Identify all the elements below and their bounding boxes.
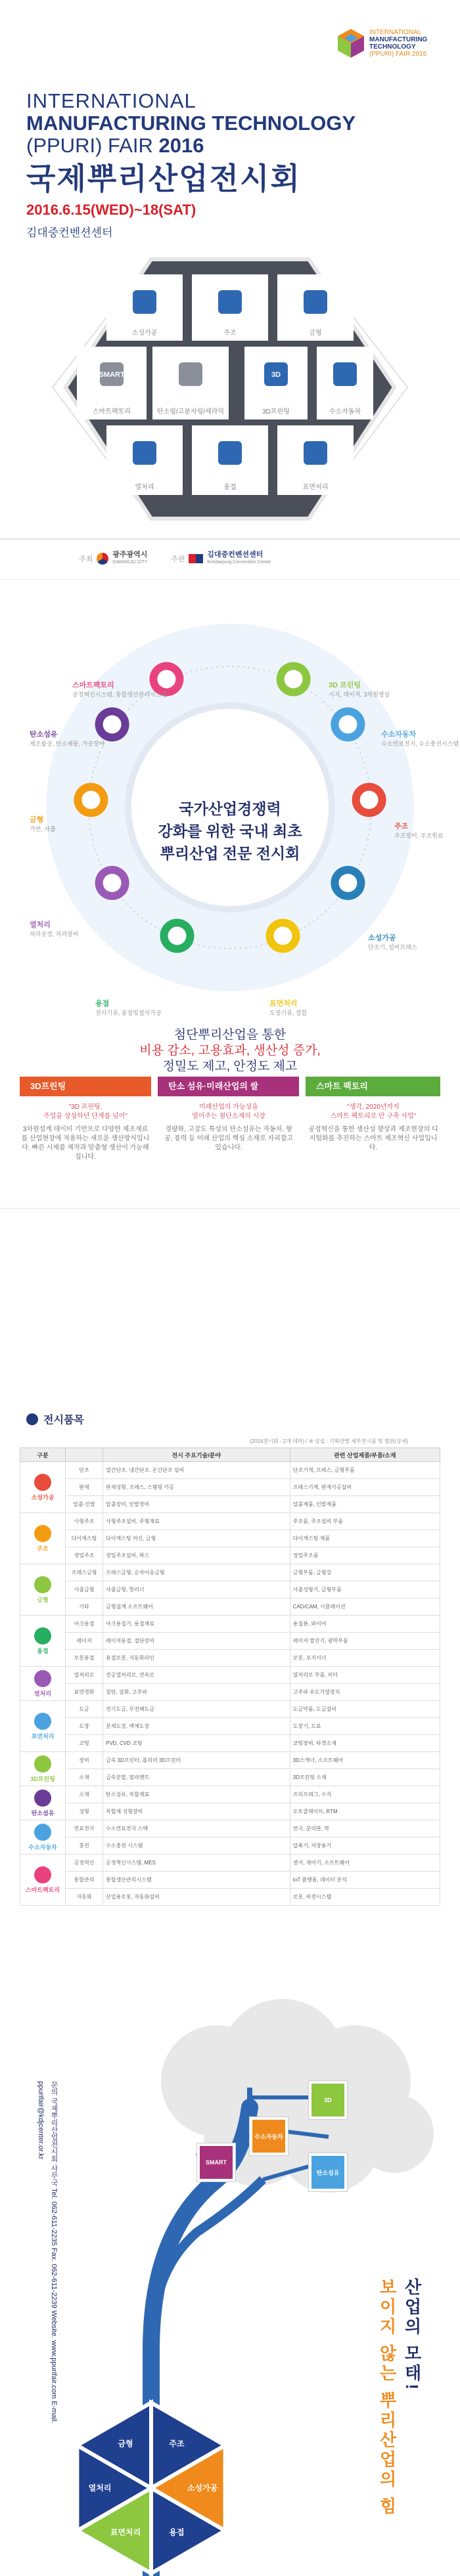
table-cell-main: 아크용접기, 용접재료	[103, 1616, 290, 1633]
group-icon	[34, 1824, 51, 1841]
circle-item-desc: 처리공정, 처리장비	[30, 931, 79, 937]
kdj-center-logo-icon	[189, 554, 203, 563]
table-group-cell	[20, 1564, 66, 1616]
theme-bar-smart: 스마트 팩토리	[306, 1077, 440, 1096]
table-cell-detail: 사출성형기, 금형부품	[290, 1581, 440, 1599]
group-label: 금형	[37, 1596, 49, 1603]
table-cell-detail: 코팅장비, 타겟소재	[290, 1735, 440, 1752]
gear-center	[81, 791, 100, 809]
table-cell-category: 충전	[66, 1837, 103, 1855]
bottom-hex-label: 표면처리	[110, 2527, 141, 2537]
gear-center	[338, 716, 357, 734]
bottom-category-box: SMART	[197, 2143, 235, 2181]
table-cell-main: 통합생산관리시스템	[103, 1872, 290, 1889]
table-group-cell	[20, 1820, 66, 1855]
table-row	[20, 1667, 440, 1684]
table-group-cell	[20, 1513, 66, 1564]
bottom-hex-label: 금형	[118, 2439, 133, 2449]
gear-center	[103, 716, 122, 734]
table-cell-category: 레이저	[66, 1633, 103, 1650]
table-cell-category: 코팅	[66, 1735, 103, 1752]
table-cell-detail: 금형부품, 금형강	[290, 1564, 440, 1581]
table-row	[20, 1769, 440, 1786]
table-cell-detail: 단조기계, 프레스, 금형부품	[290, 1462, 440, 1479]
table-group-cell	[20, 1462, 66, 1513]
tools-icon	[133, 290, 156, 314]
divider	[0, 1208, 460, 1209]
table-row	[20, 1889, 440, 1906]
table-cell-detail: 다이캐스팅 제품	[290, 1530, 440, 1547]
table-cell-category: 사형주조	[66, 1513, 103, 1530]
gwangju-logo-icon	[97, 553, 108, 565]
table-row	[20, 1684, 440, 1701]
col-detail: 관련 산업제품/부품/소재	[290, 1448, 440, 1462]
table-row	[20, 1547, 440, 1564]
table-cell-detail: 전극, 분리판, 막	[290, 1820, 440, 1837]
circle-item-desc: 기반, 사출	[30, 826, 56, 832]
group-icon	[34, 1670, 51, 1687]
title-korean: 국제뿌리산업전시회	[26, 161, 301, 196]
group-icon	[34, 1790, 51, 1807]
gear-center	[103, 874, 122, 892]
welding-icon	[218, 441, 242, 465]
theme-desc-carbon: 미래산업의 가능성을 열어주는 첨단소재의 시장 경량화, 고강도 특성의 탄소섬유는 자동차, 항공, 풍력 등 미래 산업의 핵심 소재로 자리잡고 있습니다.	[164, 1104, 294, 1151]
group-label: 주조	[37, 1545, 49, 1552]
table-row	[20, 1599, 440, 1616]
group-icon	[34, 1627, 51, 1644]
category-hexagon-graphic	[0, 0, 460, 538]
table-cell-category: 판재	[66, 1479, 103, 1496]
surface-icon	[304, 441, 327, 465]
theme-desc-3d: "3D 프린팅, 주얼을 상상하던 단계를 넘어" 3차원설계 데이터 기반으로 다양한 제조재료를 산업현장에 적용하는 새로운 생산방식입니다. 빠른 시제품 제작과 맞춤형 생산이 가능해집니다.	[21, 1104, 150, 1161]
table-cell-main: 열간단조, 냉간단조, 온간단조 설비	[103, 1462, 290, 1479]
table-row	[20, 1530, 440, 1547]
hex-cell-label: 열처리	[135, 484, 154, 491]
circle-item-title: 3D 프린팅	[329, 681, 361, 689]
table-cell-category: 정밀주조	[66, 1547, 103, 1564]
table-cell-category: 공정혁신	[66, 1855, 103, 1872]
table-row	[20, 1752, 440, 1769]
gear-center	[157, 670, 175, 689]
group-label: 소성가공	[31, 1493, 55, 1501]
group-icon	[34, 1576, 51, 1593]
table-cell-detail: 오토클레이브, RTM	[290, 1803, 440, 1820]
bottom-category-box: 수소자동차	[250, 2117, 288, 2155]
table-cell-main: 프레스금형, 순차이송금형	[103, 1564, 290, 1581]
table-cell-main: 수소충전 시스템	[103, 1837, 290, 1855]
table-cell-main: 정밀주조설비, 왁스	[103, 1547, 290, 1564]
circle-item-title: 소성가공	[368, 934, 396, 942]
bottom-slogan: 산업의 모태! 보이지 않는 뿌리산업의 힘	[377, 2278, 422, 2517]
table-cell-detail: CAD/CAM, 시뮬레이션	[290, 1599, 440, 1616]
hex-cell-label: 3D프린팅	[262, 408, 290, 416]
table-cell-detail: 압축기, 저장용기	[290, 1837, 440, 1855]
table-cell-detail: IoT 플랫폼, 데이터 분석	[290, 1872, 440, 1889]
table-row	[20, 1735, 440, 1752]
table-cell-main: 레이저용접, 절단장비	[103, 1633, 290, 1650]
exhibit-table	[20, 1448, 440, 1906]
hex-cell-icon-text: SMART	[99, 371, 125, 379]
carbon-icon	[179, 362, 202, 386]
theme-bar-carbon: 탄소 섬유·미래산업의 쌀	[158, 1077, 299, 1096]
hex-cell-label: 금형	[309, 330, 322, 337]
group-label: 열처리	[34, 1690, 52, 1697]
table-cell-main: 수소연료전지 스택	[103, 1820, 290, 1837]
mold-icon	[304, 290, 327, 314]
gear-center	[338, 874, 357, 892]
table-cell-main: 탄소섬유, 복합재료	[103, 1786, 290, 1803]
table-cell-main: 판재성형, 프레스, 스탬핑 가공	[103, 1479, 290, 1496]
group-label: 스마트팩토리	[25, 1886, 60, 1893]
table-group-cell	[20, 1786, 66, 1820]
bottom-category-box: 3D	[309, 2081, 347, 2119]
table-cell-detail: 로봇, 포지셔너	[290, 1650, 440, 1667]
group-label: 표면처리	[31, 1732, 55, 1740]
table-cell-category: 장비	[66, 1752, 103, 1769]
table-cell-detail: 용접봉, 와이어	[290, 1616, 440, 1633]
circle-item-desc: 수소연료전지, 수소충전시스템	[381, 741, 459, 747]
table-group-cell	[20, 1701, 66, 1752]
table-cell-main: 금속 3D프린터, 폴리머 3D프린터	[103, 1752, 290, 1769]
table-row	[20, 1803, 440, 1820]
col-category	[66, 1448, 103, 1462]
circle-item-title: 수소자동차	[381, 731, 417, 739]
circle-item-title: 용접	[95, 1000, 110, 1008]
table-row	[20, 1786, 440, 1803]
table-group-cell	[20, 1667, 66, 1701]
title-english-line2: MANUFACTURING TECHNOLOGY	[26, 112, 356, 135]
table-cell-main: 진공열처리로, 연속로	[103, 1667, 290, 1684]
hex-cell-label: 소성가공	[131, 330, 158, 337]
table-cell-detail: 도금약품, 도금설비	[290, 1701, 440, 1718]
table-cell-category: 기타	[66, 1599, 103, 1616]
table-cell-category: 소재	[66, 1769, 103, 1786]
circle-item-title: 열처리	[30, 921, 51, 929]
bottom-hex-label: 열처리	[88, 2483, 112, 2493]
hex-cell-label: 주조	[223, 330, 237, 337]
group-icon	[34, 1866, 51, 1883]
table-cell-detail: 도장기, 도료	[290, 1718, 440, 1735]
table-cell-main: 금형설계 소프트웨어	[103, 1599, 290, 1616]
table-cell-main: 금속분말, 필라멘트	[103, 1769, 290, 1786]
event-venue: 김대중컨벤션센터	[26, 226, 113, 239]
group-label: 수소자동차	[28, 1843, 57, 1851]
fair-logo-text: INTERNATIONAL MANUFACTURING TECHNOLOGY (PPURI) FAIR 2016	[369, 29, 428, 58]
table-cell-category: 연료전지	[66, 1820, 103, 1837]
table-cell-main: 용접로봇, 자동화라인	[103, 1650, 290, 1667]
table-cell-category: 압출·인발	[66, 1496, 103, 1513]
table-cell-category: 로봇용접	[66, 1650, 103, 1667]
bottom-hex-label: 주조	[169, 2439, 185, 2449]
bottom-hex-label: 소성가공	[187, 2483, 218, 2493]
circle-item-title: 금형	[30, 816, 44, 824]
table-cell-detail: 고주파 유도가열장치	[290, 1684, 440, 1701]
table-row	[20, 1650, 440, 1667]
table-row	[20, 1633, 440, 1650]
table-row	[20, 1701, 440, 1718]
exhibit-note: (2016전시회 - 2개 테마) / ※ 상설 : 기획관별 세부전시품 및 범위(상세)	[250, 1438, 409, 1444]
table-cell-category: 자동화	[66, 1889, 103, 1906]
theme-desc-smart: "생각, 2020년까지 스마트 팩토리로 만 구축 사업" 공정혁신을 통한 생산성 향상과 제조현장의 디지털화를 추진하는 스마트 제조혁신 사업입니다.	[308, 1104, 438, 1151]
table-cell-category: 프레스금형	[66, 1564, 103, 1581]
gear-center	[168, 927, 187, 945]
group-label: 3D프린팅	[30, 1775, 55, 1782]
col-main: 전시 주요기술/분야	[103, 1448, 290, 1462]
table-cell-detail: 3D프린팅 소재	[290, 1769, 440, 1786]
circle-item-title: 탄소섬유	[30, 731, 58, 739]
table-group-cell	[20, 1752, 66, 1786]
group-icon	[34, 1474, 51, 1491]
table-cell-detail: 센서, 제어기, 소프트웨어	[290, 1855, 440, 1872]
col-group: 구분	[20, 1448, 66, 1462]
table-cell-main: 사출금형, 핫러너	[103, 1581, 290, 1599]
group-label: 탄소섬유	[31, 1809, 55, 1816]
table-cell-detail: 정밀주조품	[290, 1547, 440, 1564]
table-cell-main: 침탄, 질화, 고주파	[103, 1684, 290, 1701]
table-row	[20, 1479, 440, 1496]
gear-center	[274, 927, 292, 945]
hex-cell-label: 용접	[223, 484, 237, 491]
heat-treatment-icon	[133, 441, 156, 465]
group-icon	[34, 1755, 51, 1772]
table-cell-detail: 레이저 발진기, 광학부품	[290, 1633, 440, 1650]
table-cell-detail: 압출제품, 인발제품	[290, 1496, 440, 1513]
gear-center	[285, 670, 303, 689]
table-group-cell	[20, 1855, 66, 1906]
table-cell-category: 소재	[66, 1786, 103, 1803]
benefit-subtitle: 첨단뿌리산업을 통한 비용 감소, 고용효과, 생산성 증가, 정밀도 제고, 안정도 제고	[139, 1028, 321, 1073]
table-cell-detail: 프리프레그, 수지	[290, 1786, 440, 1803]
circle-item-desc: 전자기류, 용접및절삭가공	[95, 1010, 162, 1016]
circle-item-desc: 단조기, 설비프레스	[368, 944, 417, 951]
table-cell-category: 도금	[66, 1701, 103, 1718]
group-icon	[34, 1713, 51, 1730]
circle-item-desc: 시지, 레이저, 3차원영상	[329, 691, 390, 698]
title-english-line1: INTERNATIONAL	[26, 89, 196, 112]
table-row	[20, 1837, 440, 1855]
table-row	[20, 1855, 440, 1872]
circle-item-desc: 주조장비, 주조원료	[394, 832, 444, 839]
gear-center	[360, 791, 379, 809]
table-cell-category: 사출금형	[66, 1581, 103, 1599]
table-cell-detail: 열처리로 부품, 히터	[290, 1667, 440, 1684]
hex-cell-icon-text: 3D	[271, 371, 281, 379]
circle-item-title: 주조	[394, 823, 409, 830]
exhibit-heading-icon	[26, 1413, 38, 1425]
table-cell-detail: 주조품, 주조설비 부품	[290, 1513, 440, 1530]
exhibit-heading: 전시품목	[26, 1411, 84, 1427]
table-cell-category: 아크용접	[66, 1616, 103, 1633]
theme-bar-3d: 3D프린팅	[20, 1077, 151, 1096]
table-row	[20, 1616, 440, 1633]
hex-cell-label: 스마트팩토리	[93, 408, 131, 416]
table-row	[20, 1496, 440, 1513]
table-cell-main: 복합재 성형장비	[103, 1803, 290, 1820]
host-organizer: 주최 광주광역시 GWANGJU CITY	[79, 551, 148, 565]
table-row	[20, 1513, 440, 1530]
table-row	[20, 1462, 440, 1479]
circle-item-title: 스마트팩토리	[72, 681, 114, 689]
title-english-line3: (PPURI) FAIR 2016	[26, 134, 204, 157]
table-cell-main: PVD, CVD 코팅	[103, 1735, 290, 1752]
hex-cell-label: 표면처리	[302, 484, 329, 491]
table-row	[20, 1872, 440, 1889]
table-cell-category: 단조	[66, 1462, 103, 1479]
table-cell-category: 표면경화	[66, 1684, 103, 1701]
bottom-category-box: 탄소섬유	[309, 2153, 347, 2191]
circle-item-title: 표면처리	[269, 1000, 298, 1008]
event-date: 2016.6.15(WED)~18(SAT)	[26, 202, 196, 218]
circle-item-desc: 도장기류, 결합	[269, 1010, 308, 1016]
table-row	[20, 1581, 440, 1599]
table-cell-main: 산업용로봇, 자동화설비	[103, 1889, 290, 1906]
hex-cell-label: 수소자동차	[329, 408, 361, 416]
table-cell-category: 성형	[66, 1803, 103, 1820]
table-row	[20, 1820, 440, 1837]
bottom-hex-label: 용접	[169, 2527, 185, 2537]
hydrogen-car-icon	[333, 362, 357, 386]
table-cell-category: 통합관리	[66, 1872, 103, 1889]
circle-item-desc: 제조룸공, 탄소제품, 가공장비	[30, 741, 105, 747]
table-cell-main: 분체도장, 액체도장	[103, 1718, 290, 1735]
casting-icon	[218, 290, 242, 314]
hosts-bar	[0, 538, 460, 580]
group-label: 용접	[37, 1647, 49, 1654]
table-cell-category: 열처리로	[66, 1667, 103, 1684]
host-coordinator: 주관 김대중컨벤션센터 Kimdaejung Convention Center	[171, 551, 271, 565]
table-cell-main: 사형주조설비, 주형재료	[103, 1513, 290, 1530]
table-cell-main: 다이캐스팅 머신, 금형	[103, 1530, 290, 1547]
contact-info: 문의 국제뿌리산업전시회 사무국 Tel. 062-611-2235 Fax. 062-611-2239 Website. www.ppurifair.com E-mail. ppurifair@kdjcenter.or.kr	[37, 2081, 58, 2424]
table-row	[20, 1718, 440, 1735]
table-cell-main: 압출장비, 인발장비	[103, 1496, 290, 1513]
table-cell-main: 공정혁신시스템, MES	[103, 1855, 290, 1872]
hex-cell-label: 탄소링/고분자링/세라믹	[156, 408, 225, 416]
table-cell-category: 다이캐스팅	[66, 1530, 103, 1547]
circle-item-desc: 공정혁신시스템, 통합생산관리시스템	[72, 691, 168, 698]
table-cell-main: 전기도금, 무전해도금	[103, 1701, 290, 1718]
table-cell-detail: 3D스캐너, 소프트웨어	[290, 1752, 440, 1769]
table-group-cell	[20, 1616, 66, 1667]
group-icon	[34, 1525, 51, 1542]
table-cell-category: 도장	[66, 1718, 103, 1735]
table-cell-detail: 로봇, 비전시스템	[290, 1889, 440, 1906]
table-row	[20, 1564, 440, 1581]
center-title: 국가산업경쟁력 강화를 위한 국내 최초 뿌리산업 전문 전시회	[158, 800, 302, 862]
table-cell-detail: 프레스기계, 판재가공설비	[290, 1479, 440, 1496]
